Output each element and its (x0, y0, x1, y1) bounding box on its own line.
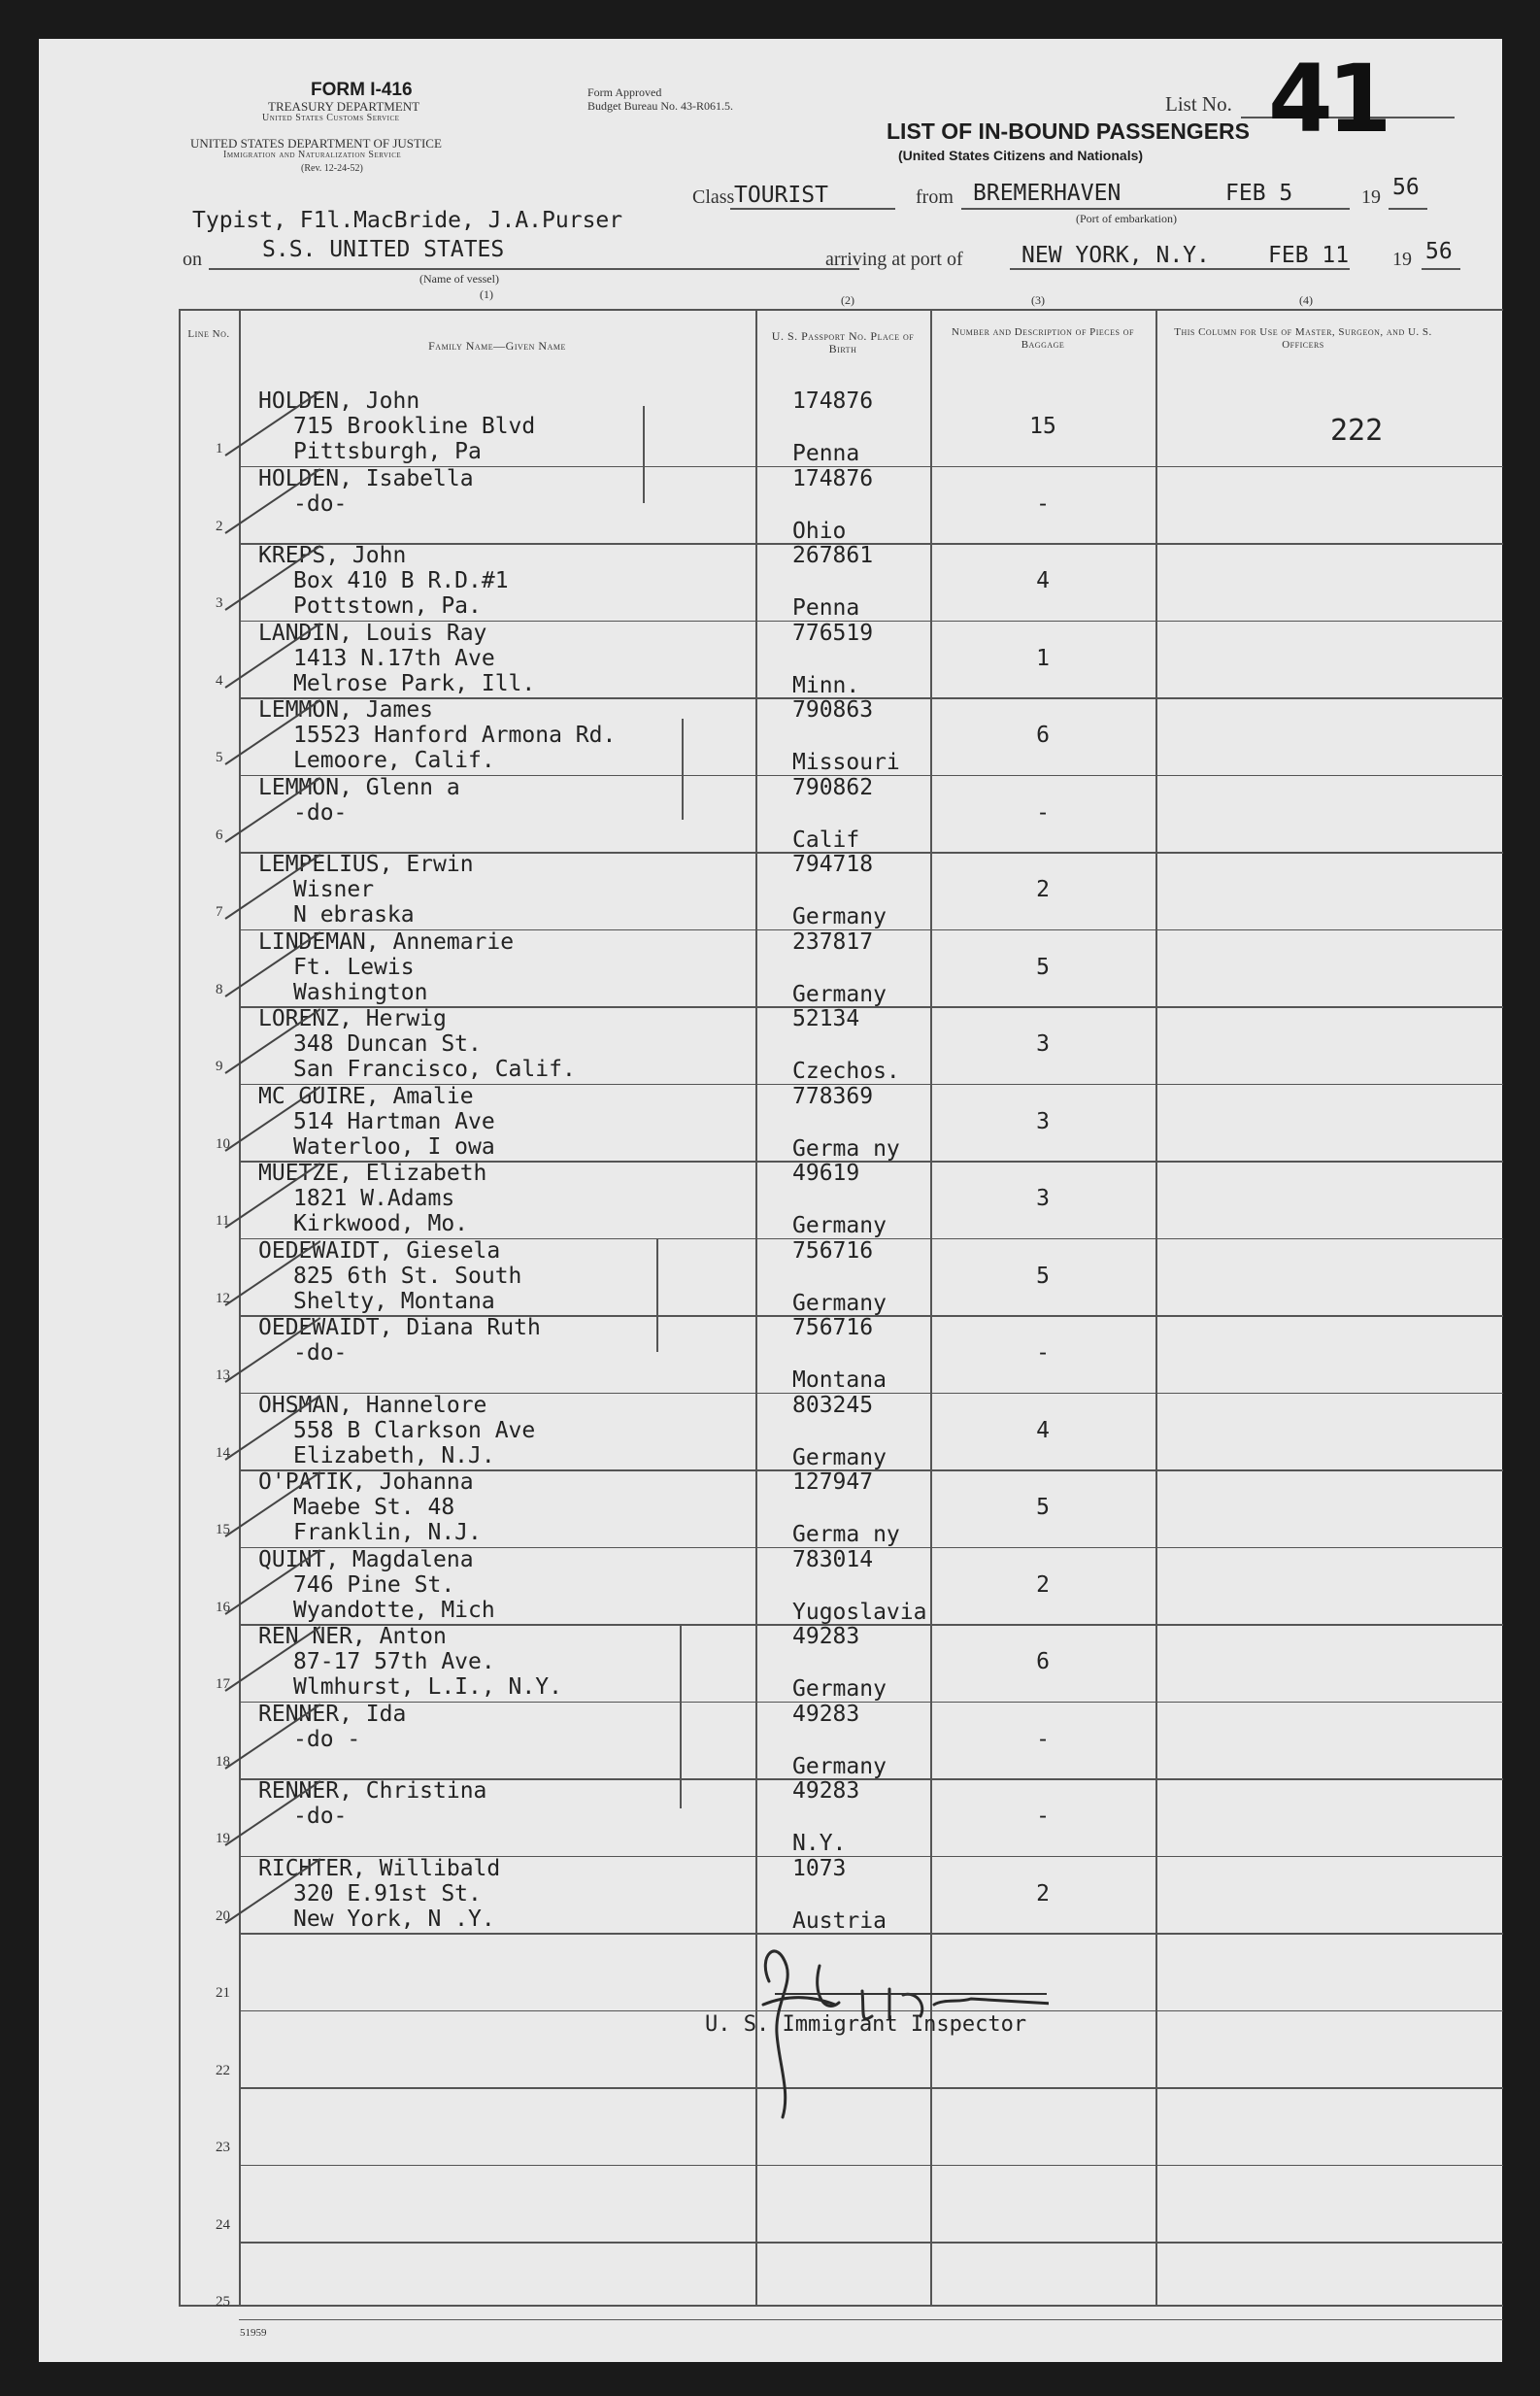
row-separator (239, 2165, 1503, 2167)
passenger-name: LEMPELIUS, Erwin (258, 852, 474, 877)
line-number: 3 (216, 595, 223, 611)
passenger-address-2: Pittsburgh, Pa (293, 439, 482, 464)
col-num-3: (3) (1031, 293, 1045, 307)
passenger-address-2: Wyandotte, Mich (293, 1597, 495, 1623)
line-number: 9 (216, 1059, 223, 1074)
passenger-address-1: 1413 N.17th Ave (293, 645, 495, 671)
passport-number: 790863 (792, 697, 874, 723)
passenger-address-1: Box 410 B R.D.#1 (293, 568, 509, 593)
table-top-border (179, 309, 1503, 311)
inspector-caption: U. S. Immigrant Inspector (705, 2012, 1027, 2037)
arriving-port: NEW YORK, N.Y. (1021, 243, 1210, 268)
baggage-count: 3 (1036, 1031, 1050, 1057)
baggage-count: - (1036, 799, 1050, 826)
line-number: 12 (216, 1290, 230, 1306)
passenger-address-1: 320 E.91st St. (293, 1880, 482, 1907)
line-number: 20 (216, 1907, 230, 1924)
passport-number: 790862 (792, 774, 874, 800)
naturalization-service: Immigration and Naturalization Service (223, 150, 402, 160)
from-year-underline (1389, 208, 1427, 210)
passport-number: 49283 (792, 1624, 860, 1649)
passenger-name: LORENZ, Herwig (258, 1006, 447, 1031)
place-of-birth: Penna (792, 441, 860, 466)
passport-number: 127947 (792, 1469, 874, 1495)
form-title: FORM I-416 (311, 80, 413, 100)
place-of-birth: Penna (792, 595, 860, 621)
line-number: 16 (216, 1599, 230, 1615)
treasury-department: TREASURY DEPARTMENT (268, 99, 420, 114)
passport-number: 174876 (792, 465, 874, 491)
passenger-address-1: -do - (293, 1726, 361, 1752)
col-header-baggage: Number and Description of Pieces of Baggage (952, 326, 1134, 351)
baggage-count: - (1036, 1340, 1050, 1366)
line-number: 21 (216, 1985, 230, 2001)
passenger-name: HOLDEN, Isabella (258, 465, 474, 491)
passenger-address-1: -do- (293, 799, 348, 826)
from-port: BREMERHAVEN (973, 181, 1122, 206)
passport-number: 49283 (792, 1778, 860, 1804)
class-underline (730, 208, 895, 210)
line-number: 5 (216, 750, 223, 765)
passenger-address-1: Wisner (293, 877, 375, 902)
passenger-name: OEDEWAIDT, Diana Ruth (258, 1315, 541, 1340)
passenger-address-2: San Francisco, Calif. (293, 1057, 576, 1082)
class-label: Class (692, 186, 735, 208)
row-separator (239, 2242, 1503, 2244)
passenger-address-1: Ft. Lewis (293, 954, 415, 980)
passenger-address-1: 1821 W.Adams (293, 1186, 455, 1211)
from-underline (961, 208, 1350, 210)
passenger-address-1: -do- (293, 490, 348, 517)
line-number: 2 (216, 518, 223, 534)
passenger-address-2: Lemoore, Calif. (293, 748, 495, 773)
from-year: 56 (1392, 175, 1420, 200)
col-num-4: (4) (1299, 293, 1313, 307)
arriving-underline (1010, 268, 1350, 270)
baggage-count: 15 (1029, 414, 1056, 439)
place-of-birth: Germany (792, 1753, 887, 1779)
place-of-birth: Austria (792, 1907, 887, 1934)
vessel-underline (209, 268, 859, 270)
baggage-count: 2 (1036, 1571, 1050, 1598)
passenger-address-1: Maebe St. 48 (293, 1495, 455, 1520)
passenger-address-1: 746 Pine St. (293, 1571, 455, 1598)
line-number: 11 (216, 1213, 230, 1229)
place-of-birth: Calif (792, 827, 860, 853)
passenger-address-1: 558 B Clarkson Ave (293, 1417, 536, 1443)
baggage-count: 2 (1036, 877, 1050, 902)
baggage-count: - (1036, 1804, 1050, 1829)
place-of-birth: Germany (792, 981, 887, 1007)
vessel-caption: (Name of vessel) (419, 272, 499, 286)
col-header-officers: This Column for Use of Master, Surgeon, and U. S. Officers (1174, 326, 1432, 351)
passport-number: 794718 (792, 852, 874, 877)
passport-number: 267861 (792, 543, 874, 568)
passenger-address-1: -do- (293, 1340, 348, 1366)
passenger-address-1: 514 Hartman Ave (293, 1108, 495, 1134)
passenger-address-2: Wlmhurst, L.I., N.Y. (293, 1674, 562, 1700)
line-number: 4 (216, 672, 223, 689)
baggage-count: - (1036, 1726, 1050, 1752)
baggage-count: 6 (1036, 723, 1050, 748)
line-number: 6 (216, 827, 223, 843)
family-bracket-lemmon (682, 719, 684, 820)
col-divider-baggage (1155, 309, 1157, 2305)
passport-number: 756716 (792, 1237, 874, 1264)
arriving-label: arriving at port of (825, 249, 963, 270)
line-number: 1 (216, 441, 223, 456)
port-embark-caption: (Port of embarkation) (1076, 212, 1177, 225)
passenger-address-2: N ebraska (293, 902, 415, 928)
list-no-value: 41 (1268, 45, 1387, 153)
line-number: 18 (216, 1753, 230, 1770)
passport-number: 778369 (792, 1083, 874, 1109)
place-of-birth: Germa ny (792, 1522, 900, 1547)
place-of-birth: Germany (792, 1444, 887, 1470)
officer-note: 222 (1330, 414, 1384, 448)
passport-number: 237817 (792, 928, 874, 955)
family-bracket-renner (680, 1624, 682, 1808)
place-of-birth: Minn. (792, 672, 860, 698)
passenger-name: QUINT, Magdalena (258, 1546, 474, 1572)
vessel-name: S.S. UNITED STATES (262, 237, 505, 262)
baggage-count: 2 (1036, 1880, 1050, 1907)
col-num-1: (1) (480, 287, 493, 301)
manifest-sheet (39, 39, 1502, 2362)
passport-number: 776519 (792, 620, 874, 646)
passenger-address-1: 348 Duncan St. (293, 1031, 482, 1057)
place-of-birth: Germany (792, 1676, 887, 1702)
place-of-birth: Germany (792, 904, 887, 929)
passenger-name: MC GUIRE, Amalie (258, 1083, 474, 1109)
line-number: 7 (216, 904, 223, 920)
baggage-count: 3 (1036, 1186, 1050, 1211)
passport-number: 49619 (792, 1161, 860, 1186)
passenger-name: RENNER, Christina (258, 1778, 487, 1804)
col-header-line-no: Line No. (187, 328, 230, 340)
revision: (Rev. 12-24-52) (301, 163, 363, 174)
passenger-address-2: Elizabeth, N.J. (293, 1442, 495, 1468)
passenger-address-1: 825 6th St. South (293, 1263, 522, 1289)
passport-number: 174876 (792, 388, 874, 414)
passenger-name: OEDEWAIDT, Giesela (258, 1237, 501, 1264)
family-bracket-holden (643, 406, 645, 503)
passenger-address-2: Washington (293, 979, 428, 1005)
place-of-birth: Germany (792, 1290, 887, 1316)
on-label: on (183, 249, 202, 270)
arriving-year: 56 (1425, 239, 1453, 264)
passenger-address-2: New York, N .Y. (293, 1906, 495, 1932)
place-of-birth: N.Y. (792, 1831, 847, 1856)
col-header-name: Family Name—Given Name (428, 339, 566, 353)
baggage-count: 4 (1036, 568, 1050, 593)
place-of-birth: Montana (792, 1367, 887, 1393)
line-number: 14 (216, 1444, 230, 1461)
line-number: 15 (216, 1522, 230, 1537)
arriving-year-underline (1422, 268, 1460, 270)
line-number: 13 (216, 1367, 230, 1383)
place-of-birth: Germa ny (792, 1135, 900, 1162)
passport-number: 49283 (792, 1701, 860, 1727)
passenger-name: REN NER, Anton (258, 1624, 447, 1649)
passenger-address-2: Shelty, Montana (293, 1288, 495, 1314)
passenger-address-2: Kirkwood, Mo. (293, 1211, 469, 1236)
form-number: 51959 (240, 2327, 267, 2339)
passenger-name: OHSMAN, Hannelore (258, 1392, 487, 1418)
list-title: LIST OF IN-BOUND PASSENGERS (887, 118, 1250, 144)
table-bottom-border (179, 2305, 1503, 2307)
baggage-count: 4 (1036, 1417, 1050, 1443)
list-no-label: List No. (1165, 92, 1232, 116)
row-separator (239, 2319, 1503, 2321)
passport-number: 52134 (792, 1006, 860, 1031)
list-subtitle: (United States Citizens and Nationals) (898, 148, 1144, 163)
passenger-address-1: 715 Brookline Blvd (293, 414, 536, 439)
passenger-address-2: Pottstown, Pa. (293, 593, 482, 619)
col-header-passport: U. S. Passport No. Place of Birth (771, 329, 915, 355)
place-of-birth: Missouri (792, 750, 900, 775)
passenger-name: RENNER, Ida (258, 1701, 407, 1727)
passenger-name: LANDIN, Louis Ray (258, 620, 487, 646)
passenger-name: HOLDEN, John (258, 388, 420, 414)
passport-number: 803245 (792, 1392, 874, 1418)
arriving-date: FEB 11 (1268, 243, 1350, 268)
passenger-address-1: 15523 Hanford Armona Rd. (293, 723, 617, 748)
line-number: 17 (216, 1676, 230, 1692)
place-of-birth: Yugoslavia (792, 1599, 927, 1625)
baggage-count: - (1036, 490, 1050, 517)
passport-number: 783014 (792, 1546, 874, 1572)
from-date: FEB 5 (1225, 181, 1293, 206)
baggage-count: 6 (1036, 1649, 1050, 1674)
passenger-address-2: Franklin, N.J. (293, 1520, 482, 1545)
passenger-name: RICHTER, Willibald (258, 1855, 501, 1881)
typist: Typist, F1l.MacBride, J.A.Purser (192, 208, 623, 233)
passenger-name: O'PATIK, Johanna (258, 1469, 474, 1495)
place-of-birth: Germany (792, 1213, 887, 1238)
passenger-name: KREPS, John (258, 543, 407, 568)
class-value: TOURIST (734, 183, 828, 208)
place-of-birth: Ohio (792, 518, 847, 544)
passenger-name: LINDEMAN, Annemarie (258, 928, 515, 955)
passenger-name: LEMMON, James (258, 697, 434, 723)
baggage-count: 1 (1036, 645, 1050, 671)
passenger-address-1: -do- (293, 1804, 348, 1829)
from-label: from (916, 186, 954, 208)
passenger-name: MUETZE, Elizabeth (258, 1161, 487, 1186)
family-bracket-oedewaidt (656, 1239, 658, 1352)
passenger-address-2: Waterloo, I owa (293, 1133, 495, 1160)
passenger-address-2: Melrose Park, Ill. (293, 670, 536, 696)
place-of-birth: Czechos. (792, 1059, 900, 1084)
line-number: 24 (216, 2216, 230, 2233)
line-number: 19 (216, 1831, 230, 1846)
line-number: 22 (216, 2062, 230, 2078)
line-number: 23 (216, 2140, 230, 2155)
passport-number: 756716 (792, 1315, 874, 1340)
col-num-2: (2) (841, 293, 854, 307)
table-left-border (179, 309, 181, 2305)
baggage-count: 5 (1036, 954, 1050, 980)
baggage-count: 5 (1036, 1263, 1050, 1289)
budget-bureau: Budget Bureau No. 43-R061.5. (587, 99, 733, 113)
justice-department: UNITED STATES DEPARTMENT OF JUSTICE (190, 136, 442, 151)
arriving-year-prefix: 19 (1392, 249, 1412, 270)
customs-service: United States Customs Service (262, 113, 400, 123)
line-number: 25 (216, 2294, 230, 2310)
line-number: 8 (216, 981, 223, 997)
passport-number: 1073 (792, 1855, 847, 1881)
signature-line (775, 1993, 1047, 1995)
line-number: 10 (216, 1135, 230, 1152)
from-year-prefix: 19 (1361, 186, 1381, 208)
form-approved: Form Approved (587, 85, 662, 99)
passenger-name: LEMMON, Glenn a (258, 774, 460, 800)
baggage-count: 5 (1036, 1495, 1050, 1520)
passenger-address-1: 87-17 57th Ave. (293, 1649, 495, 1674)
baggage-count: 3 (1036, 1108, 1050, 1134)
col-divider-line (239, 309, 241, 2305)
